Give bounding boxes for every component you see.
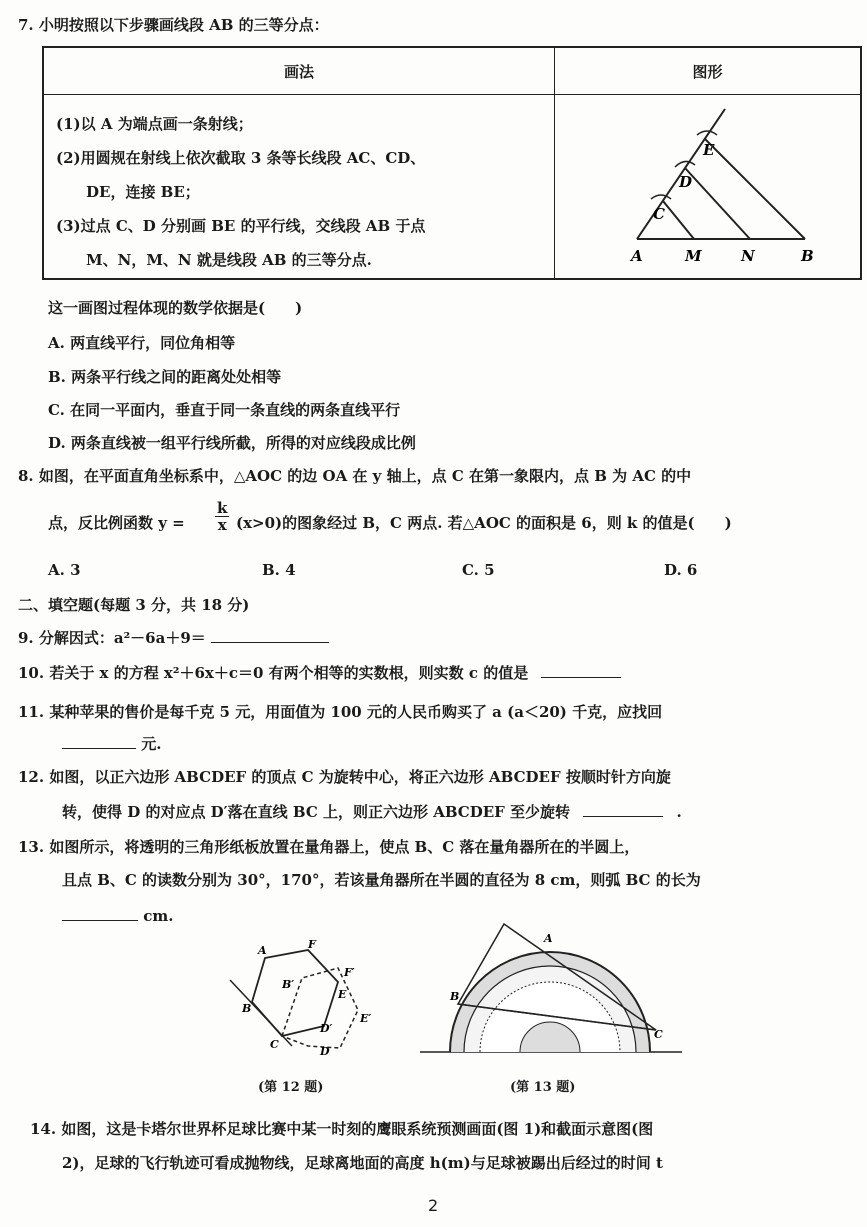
q7-figure-cell (555, 95, 862, 280)
q12-answer-blank[interactable] (583, 801, 663, 817)
q7-trisection-figure (555, 95, 867, 281)
line-be (705, 139, 805, 239)
fig12-label-b: B (242, 1002, 252, 1015)
fig12-label-c: C (270, 1038, 279, 1051)
q7-header-method: 画法 (43, 47, 555, 95)
q10-prompt: 10. 若关于 x 的方程 x²＋6x＋c＝0 有两个相等的实数根，则实数 c 的值是 (18, 664, 529, 682)
q7-method-table (42, 46, 862, 280)
q9-answer-blank[interactable] (211, 627, 329, 643)
figure13-protractor (420, 920, 682, 1060)
figure13-caption: (第 13 题) (510, 1080, 576, 1095)
q7-option-a: A. 两直线平行，同位角相等 (48, 334, 236, 352)
line-dn (685, 168, 750, 239)
arc-mark-d (675, 161, 695, 167)
q8-fraction (215, 500, 229, 533)
q14-line2: 2)，足球的飞行轨迹可看成抛物线，足球离地面的高度 h(m)与足球被踢出后经过的时间 t (62, 1154, 663, 1172)
q12-period: . (676, 803, 682, 821)
q8-line1: 8. 如图，在平面直角坐标系中，△AOC 的边 OA 在 y 轴上，点 C 在第一象限内，点 B 为 AC 的中 (18, 467, 692, 485)
fig12-label-a: A (258, 944, 267, 957)
figure12-caption: (第 12 题) (258, 1080, 324, 1095)
q13-unit: cm. (143, 907, 174, 925)
fig12-label-e-prime: E′ (360, 1012, 372, 1025)
q8-options (48, 561, 748, 581)
q13-answer-blank[interactable] (62, 905, 138, 921)
q8-option-c: C. 5 (462, 561, 495, 579)
q9-prompt: 9. 分解因式：a²－6a＋9＝ (18, 629, 206, 647)
q11-answer-blank[interactable] (62, 733, 136, 749)
fig13-label-b: B (450, 990, 460, 1003)
label-m: M (685, 247, 702, 265)
q7-option-c: C. 在同一平面内，垂直于同一条直线的两条直线平行 (48, 401, 401, 419)
q7-header-figure: 图形 (555, 47, 862, 95)
q12-line1: 12. 如图，以正六边形 ABCDEF 的顶点 C 为旋转中心，将正六边形 ABCDEF 按顺时针方向旋 (18, 768, 671, 786)
label-n: N (741, 247, 755, 265)
figure12-hexagon (220, 940, 390, 1060)
label-d: D (679, 173, 693, 191)
fig13-label-c: C (654, 1028, 663, 1041)
section2-title: 二、填空题(每题 3 分，共 18 分) (18, 596, 250, 614)
label-e: E (703, 141, 715, 159)
q7-step: (3)过点 C、D 分别画 BE 的平行线，交线段 AB 于点 (56, 217, 426, 235)
q8-option-b: B. 4 (262, 561, 296, 579)
line-cm (663, 201, 694, 239)
q7-steps (43, 95, 555, 280)
q11-unit: 元. (141, 735, 162, 753)
q7-option-b: B. 两条平行线之间的距离处处相等 (48, 368, 282, 386)
fig12-label-d: D (320, 1045, 330, 1058)
q7-question: 这一画图过程体现的数学依据是( ) (48, 299, 303, 317)
q13-line3 (62, 905, 173, 925)
q9-text (18, 627, 329, 648)
fig13-label-a: A (544, 932, 553, 945)
fig12-label-e: E (338, 988, 347, 1001)
q7-option-d: D. 两条直线被一组平行线所截，所得的对应线段成比例 (48, 434, 416, 452)
q7-step: DE，连接 BE； (86, 183, 200, 201)
fig12-label-b-prime: B′ (282, 978, 295, 991)
q12-prompt: 转，使得 D 的对应点 D′落在直线 BC 上，则正六边形 ABCDEF 至少旋转 (62, 803, 571, 821)
q10-text (18, 662, 621, 683)
q10-answer-blank[interactable] (541, 662, 621, 678)
q7-step: M、N，M、N 就是线段 AB 的三等分点. (86, 251, 372, 269)
q8-option-d: D. 6 (664, 561, 698, 579)
q8-frac-num: k (217, 499, 228, 517)
page-number: 2 (428, 1196, 439, 1215)
arc-mark-c (651, 195, 671, 199)
q11-line2 (62, 733, 161, 754)
q8-line2-post: (x>0)的图象经过 B，C 两点. 若△AOC 的面积是 6，则 k 的值是( ) (236, 514, 732, 532)
fig12-label-f: F (308, 940, 316, 951)
q14-line1: 14. 如图，这是卡塔尔世界杯足球比赛中某一时刻的鹰眼系统预测画面(图 1)和截面示意图(图 (30, 1120, 654, 1138)
fig12-label-d-prime: D′ (320, 1022, 333, 1035)
q11-line1: 11. 某种苹果的售价是每千克 5 元，用面值为 100 元的人民币购买了 a (a＜20) 千克，应找回 (18, 703, 663, 721)
q8-option-a: A. 3 (48, 561, 81, 579)
q7-step: (1)以 A 为端点画一条射线； (56, 115, 253, 133)
label-b: B (801, 247, 814, 265)
q8-frac-den: x (217, 516, 227, 534)
q13-line1: 13. 如图所示，将透明的三角形纸板放置在量角器上，使点 B、C 落在量角器所在的半圆上， (18, 838, 640, 856)
q12-line2 (62, 801, 682, 822)
label-a: A (631, 247, 643, 265)
fig12-label-f-prime: F′ (344, 966, 355, 979)
q7-title: 7. 小明按照以下步骤画线段 AB 的三等分点： (18, 16, 329, 34)
q13-line2: 且点 B、C 的读数分别为 30°，170°，若该量角器所在半圆的直径为 8 cm，则弧 BC 的长为 (62, 871, 701, 889)
label-c: C (653, 205, 665, 223)
q7-step: (2)用圆规在射线上依次截取 3 条等长线段 AC、CD、 (56, 149, 426, 167)
q8-line2-pre: 点，反比例函数 y = (48, 514, 185, 532)
